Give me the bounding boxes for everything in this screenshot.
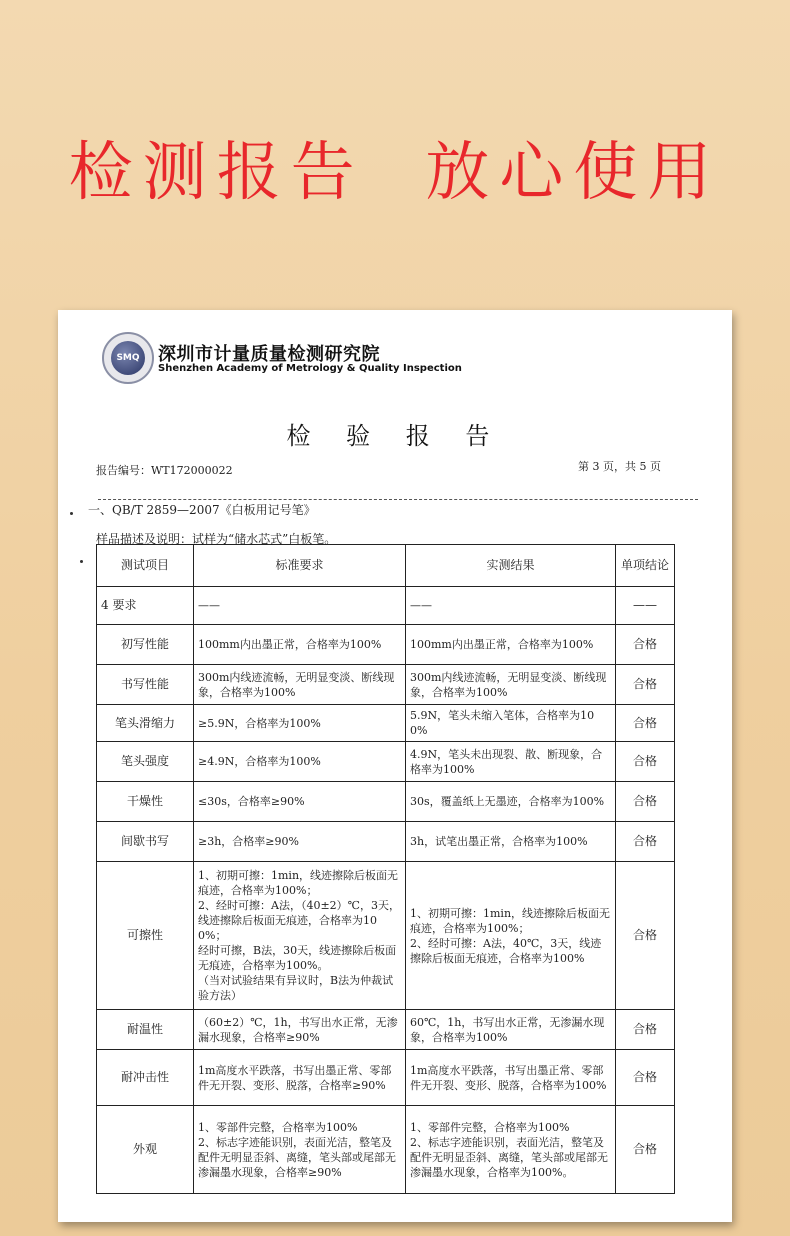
- institute-name-en: Shenzhen Academy of Metrology & Quality Inspection: [158, 363, 462, 374]
- cell-result: 5.9N，笔头未缩入笔体，合格率为100%: [406, 705, 616, 742]
- cell-item: 4 要求: [97, 587, 194, 625]
- institute-name-cn: 深圳市计量质量检测研究院: [158, 344, 380, 365]
- cell-conclusion: 合格: [616, 1106, 675, 1194]
- cell-requirement: （60±2）℃，1h，书写出水正常，无渗漏水现象，合格率≥90%: [194, 1010, 406, 1050]
- cell-item: 可擦性: [97, 862, 194, 1010]
- cell-requirement: ≥5.9N，合格率为100%: [194, 705, 406, 742]
- cell-item: 笔头强度: [97, 742, 194, 782]
- cell-item: 干燥性: [97, 782, 194, 822]
- logo-text: SMQ: [111, 341, 145, 375]
- margin-dot: [70, 512, 73, 515]
- banner-left: 检测报告: [68, 136, 365, 210]
- cell-requirement: 300m内线迹流畅，无明显变淡、断线现象，合格率为100%: [194, 665, 406, 705]
- table-header-row: [97, 545, 675, 587]
- cell-conclusion: 合格: [616, 862, 675, 1010]
- header-item: 测试项目: [97, 545, 194, 587]
- table-row: [97, 862, 675, 1010]
- cell-conclusion: 合格: [616, 1050, 675, 1106]
- cell-result: 1m高度水平跌落，书写出墨正常、零部件无开裂、变形、脱落，合格率为100%: [406, 1050, 616, 1106]
- cell-requirement: 100mm内出墨正常，合格率为100%: [194, 625, 406, 665]
- cell-item: 耐冲击性: [97, 1050, 194, 1106]
- table-row: [97, 1050, 675, 1106]
- cell-conclusion: ——: [616, 587, 675, 625]
- cell-result: 1、零部件完整，合格率为100% 2、标志字迹能识别，表面光洁，整笔及配件无明显歪斜、离缝，笔头部或尾部无渗漏墨水现象，合格率为100%。: [406, 1106, 616, 1194]
- cell-conclusion: 合格: [616, 822, 675, 862]
- cell-result: 300m内线迹流畅，无明显变淡、断线现象，合格率为100%: [406, 665, 616, 705]
- table-row: [97, 782, 675, 822]
- table-row: [97, 665, 675, 705]
- cell-conclusion: 合格: [616, 665, 675, 705]
- cell-result: 1、初期可擦：1min，线迹擦除后板面无痕迹，合格率为100%； 2、经时可擦：A法，40℃，3天，线迹擦除后板面无痕迹，合格率为100%: [406, 862, 616, 1010]
- header-requirement: 标准要求: [194, 545, 406, 587]
- cell-requirement: ≥3h，合格率≥90%: [194, 822, 406, 862]
- cell-requirement: ≥4.9N，合格率为100%: [194, 742, 406, 782]
- cell-requirement: 1m高度水平跌落，书写出墨正常、零部件无开裂、变形、脱落，合格率≥90%: [194, 1050, 406, 1106]
- table-row: [97, 1010, 675, 1050]
- cell-result: 3h，试笔出墨正常，合格率为100%: [406, 822, 616, 862]
- divider: [98, 499, 698, 500]
- cell-item: 外观: [97, 1106, 194, 1194]
- cell-requirement: ——: [194, 587, 406, 625]
- cell-conclusion: 合格: [616, 625, 675, 665]
- table-row: [97, 1106, 675, 1194]
- table-row: [97, 587, 675, 625]
- banner-title: [0, 128, 790, 218]
- table-row: [97, 742, 675, 782]
- table-row: [97, 625, 675, 665]
- cell-result: 30s，覆盖纸上无墨迹，合格率为100%: [406, 782, 616, 822]
- cell-requirement: 1、零部件完整，合格率为100% 2、标志字迹能识别，表面光洁，整笔及配件无明显歪斜、离缝，笔头部或尾部无渗漏墨水现象，合格率≥90%: [194, 1106, 406, 1194]
- table-row: [97, 705, 675, 742]
- report-table: [96, 544, 675, 1194]
- cell-requirement: ≤30s，合格率≥90%: [194, 782, 406, 822]
- cell-item: 耐温性: [97, 1010, 194, 1050]
- smq-logo-icon: [102, 332, 154, 384]
- cell-result: 60℃，1h，书写出水正常，无渗漏水现象，合格率为100%: [406, 1010, 616, 1050]
- cell-conclusion: 合格: [616, 742, 675, 782]
- cell-item: 间歇书写: [97, 822, 194, 862]
- cell-result: 100mm内出墨正常，合格率为100%: [406, 625, 616, 665]
- cell-conclusion: 合格: [616, 782, 675, 822]
- cell-item: 书写性能: [97, 665, 194, 705]
- cell-item: 初写性能: [97, 625, 194, 665]
- cell-conclusion: 合格: [616, 1010, 675, 1050]
- page-number: 第 3 页，共 5 页: [578, 460, 661, 473]
- report-paper: [58, 310, 732, 1222]
- cell-item: 笔头滑缩力: [97, 705, 194, 742]
- cell-result: 4.9N，笔头未出现裂、散、断现象，合格率为100%: [406, 742, 616, 782]
- table-row: [97, 822, 675, 862]
- cell-conclusion: 合格: [616, 705, 675, 742]
- sample-description: 样品描述及说明：试样为“储水芯式”白板笔。: [96, 532, 337, 546]
- banner-right: 放心使用: [425, 136, 722, 210]
- report-title: 检 验 报 告: [286, 422, 504, 450]
- header-result: 实测结果: [406, 545, 616, 587]
- header-conclusion: 单项结论: [616, 545, 675, 587]
- margin-dot: [80, 560, 83, 563]
- cell-requirement: 1、初期可擦：1min，线迹擦除后板面无痕迹，合格率为100%； 2、经时可擦：A法，（40±2）℃，3天，线迹擦除后板面无痕迹，合格率为100%； 经时可擦，B法，30天，线迹擦除后板面无痕迹，合格率为100%。 （当对试验结果有异议时，B法为仲裁试验方法）: [194, 862, 406, 1010]
- standard-line: 一、QB/T 2859—2007《白板用记号笔》: [88, 503, 316, 517]
- cell-result: ——: [406, 587, 616, 625]
- report-number: 报告编号：WT172000022: [96, 464, 233, 477]
